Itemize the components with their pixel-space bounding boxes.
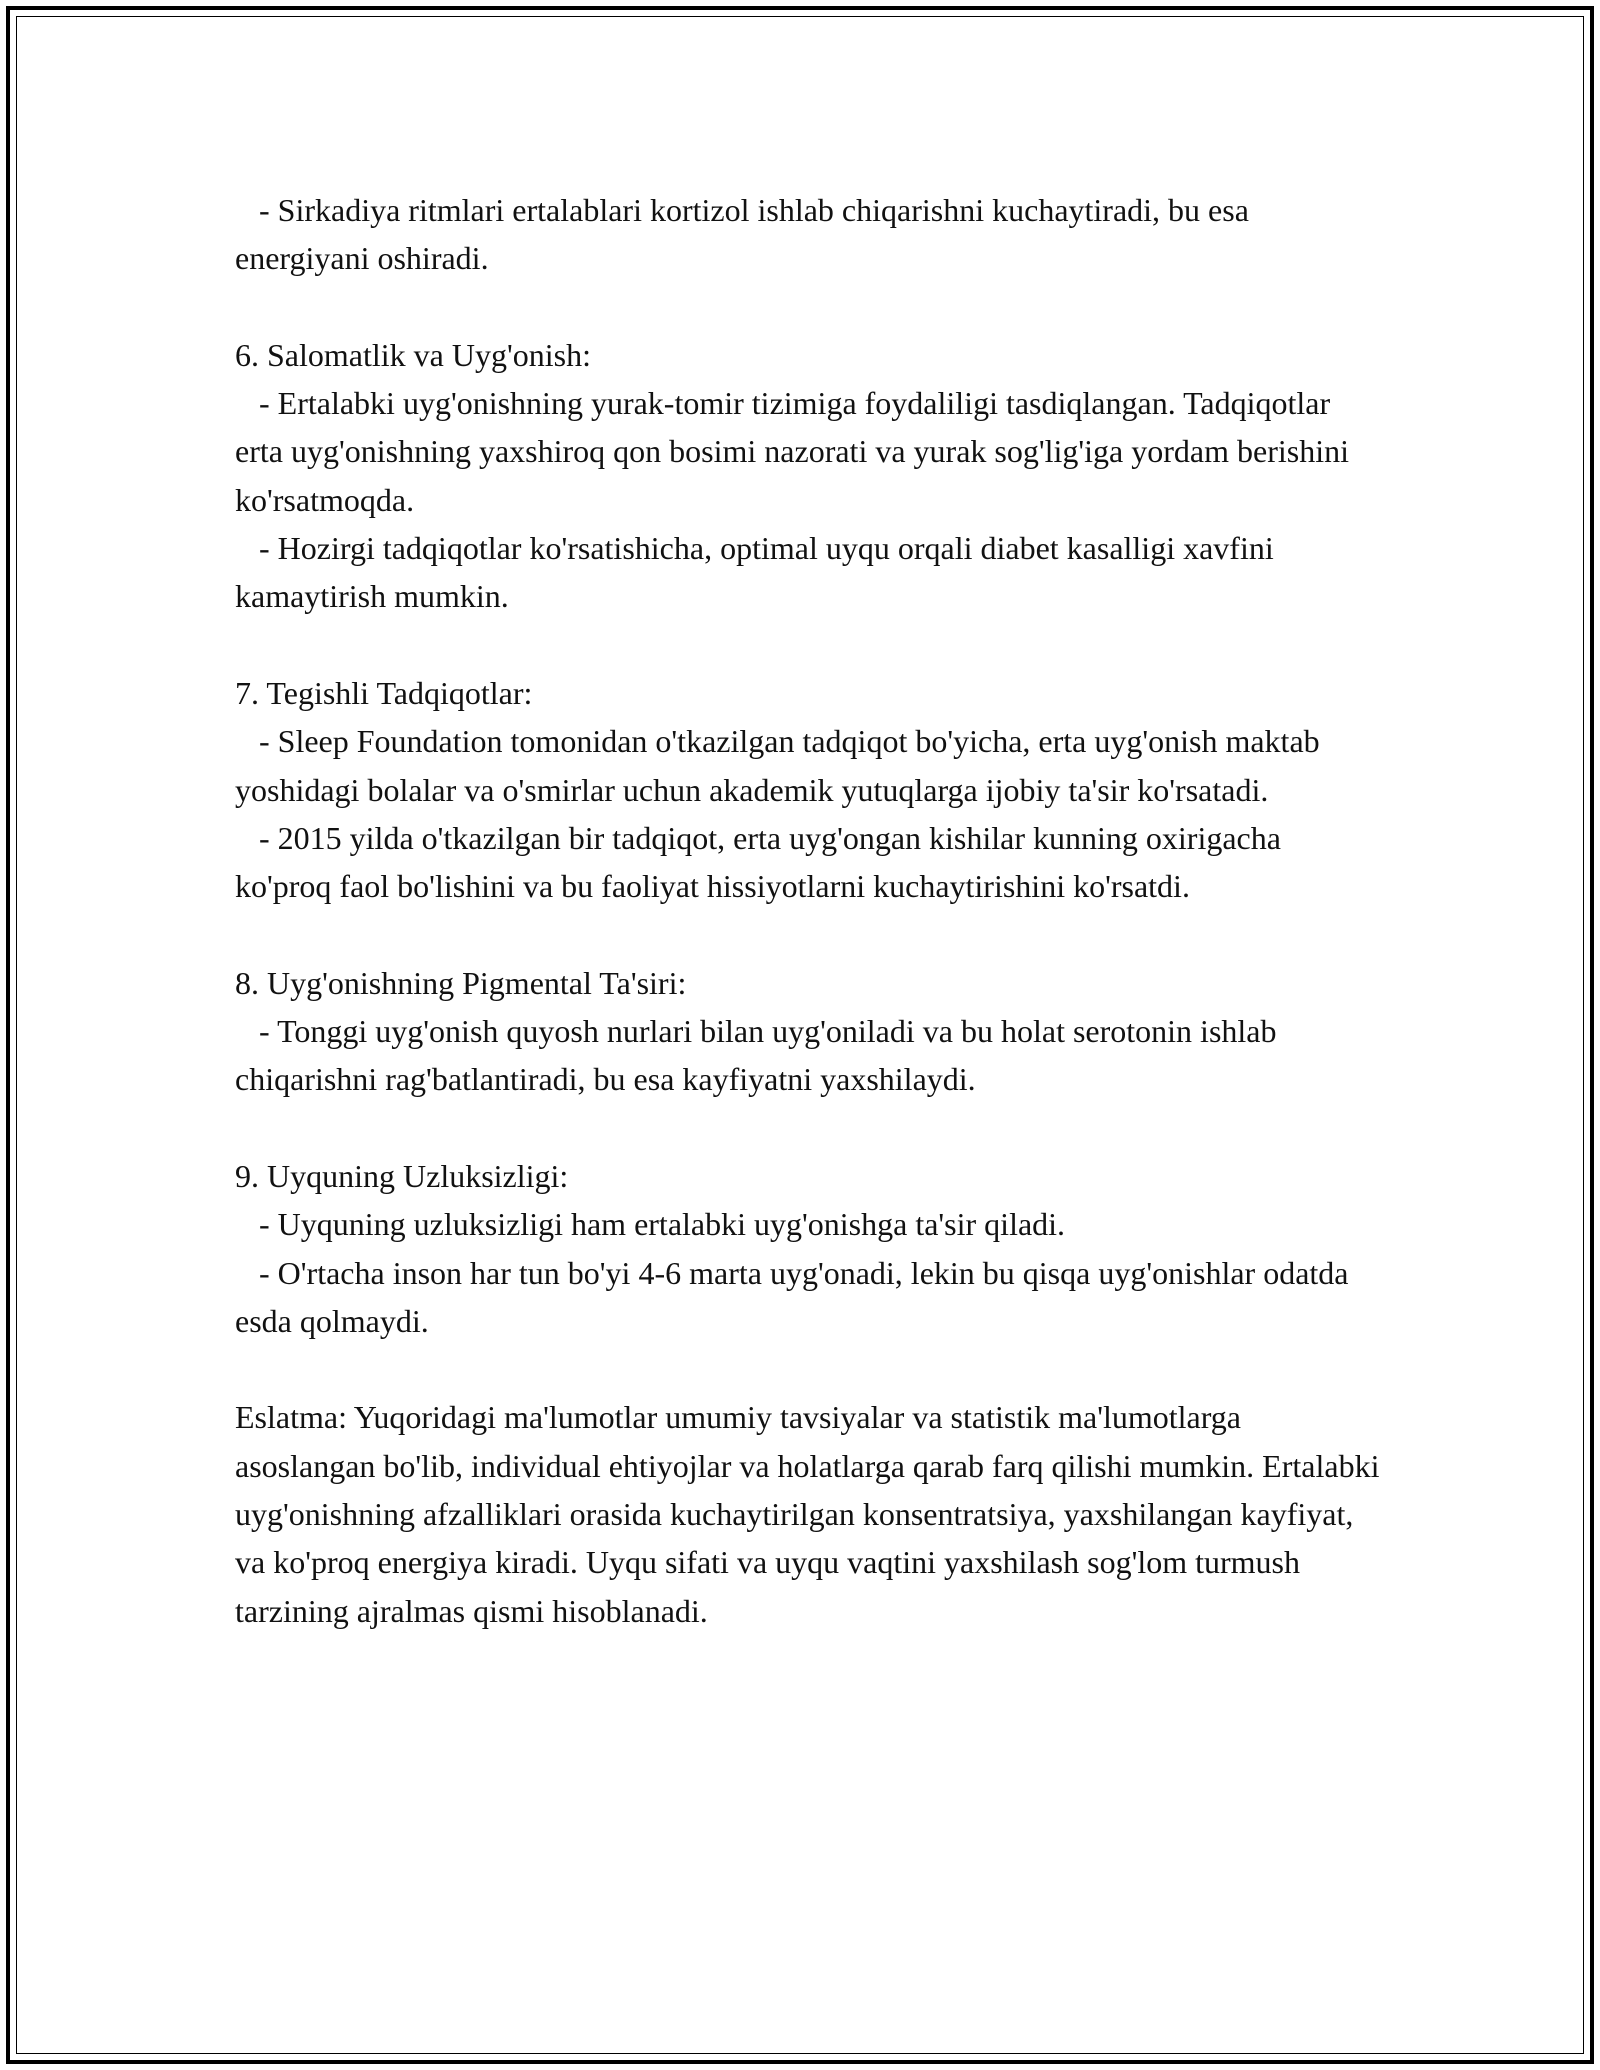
paragraph-gap: [235, 910, 1385, 958]
bullet-item: - O'rtacha inson har tun bo'yi 4-6 marta uyg'onadi, lekin bu qisqa uyg'onishlar odatda esda qolmaydi.: [235, 1254, 1357, 1339]
bullet-item: - Uyquning uzluksizligi ham ertalabki uyg'onishga ta'sir qiladi.: [235, 1206, 1066, 1243]
section-heading: 8. Uyg'onishning Pigmental Ta'siri:: [235, 964, 687, 1001]
paragraph-gap: [235, 1345, 1385, 1393]
paragraph-gap: [235, 1104, 1385, 1152]
paragraph-gap: [235, 283, 1385, 331]
paragraph-gap: [235, 621, 1385, 669]
section-heading: 6. Salomatlik va Uyg'onish:: [235, 336, 591, 373]
bullet-item: - Sirkadiya ritmlari ertalablari kortizol ishlab chiqarishni kuchaytiradi, bu esa energiyani oshiradi.: [235, 192, 1257, 277]
bullet-item: - Tonggi uyg'onish quyosh nurlari bilan uyg'oniladi va bu holat serotonin ishlab chiqarishni rag'batlantiradi, bu esa kayfiyatni yaxshilaydi.: [235, 1013, 1285, 1098]
bullet-item: - 2015 yilda o'tkazilgan bir tadqiqot, erta uyg'ongan kishilar kunning oxirigacha ko'proq faol bo'lishini va bu faoliyat hissiyotlarni kuchaytirishini ko'rsatdi.: [235, 819, 1289, 905]
bullet-item: - Sleep Foundation tomonidan o'tkazilgan tadqiqot bo'yicha, erta uyg'onish maktab yoshidagi bolalar va o'smirlar uchun akademik yutuqlarga ijobiy ta'sir ko'rsatadi.: [235, 723, 1328, 808]
section-heading: 9. Uyquning Uzluksizligi:: [235, 1157, 569, 1194]
document-body: [235, 186, 1388, 1635]
note-paragraph: Eslatma: Yuqoridagi ma'lumotlar umumiy tavsiyalar va statistik ma'lumotlarga asoslangan bo'lib, individual ehtiyojlar va holatlarga qarab farq qilishi mumkin. Ertalabki uyg'onishning afzalliklari orasida kuchaytirilgan konsentratsiya, yaxshilangan kayfiyat, va ko'proq energiya kiradi. Uyqu sifati va uyqu vaqtini yaxshilash sog'lom turmush tarzining ajralmas qismi hisoblanadi.: [235, 1399, 1388, 1629]
bullet-item: - Hozirgi tadqiqotlar ko'rsatishicha, optimal uyqu orqali diabet kasalligi xavfini kamaytirish mumkin.: [235, 530, 1282, 615]
section-heading: 7. Tegishli Tadqiqotlar:: [235, 674, 533, 711]
bullet-item: - Ertalabki uyg'onishning yurak-tomir tizimiga foydaliligi tasdiqlangan. Tadqiqotlar erta uyg'onishning yaxshiroq qon bosimi nazorati va yurak sog'lig'iga yordam berishini ko'rsatmoqda.: [235, 385, 1357, 518]
